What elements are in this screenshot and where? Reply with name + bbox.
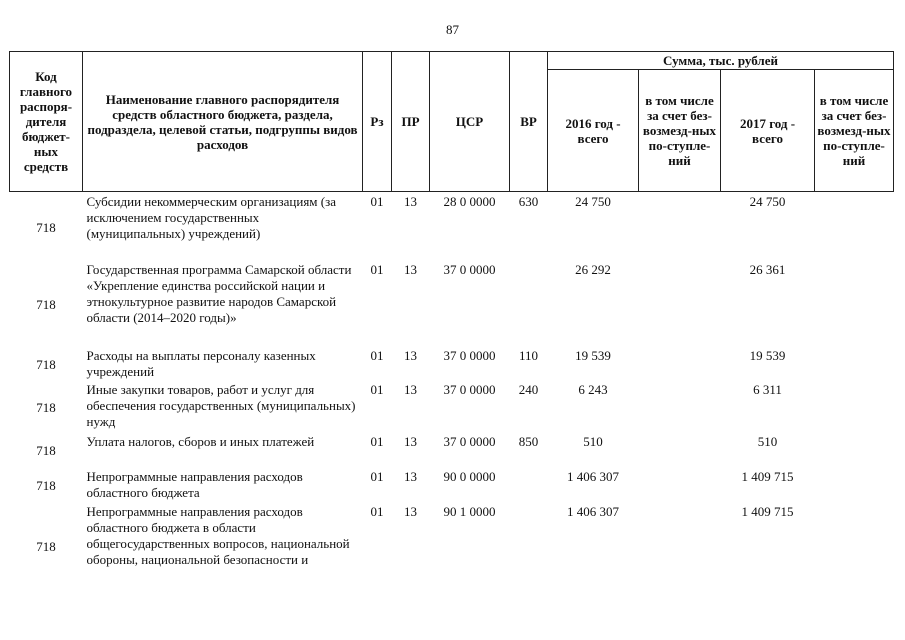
row-2017-total: 19 539: [749, 347, 786, 363]
header-vr: ВР: [510, 52, 548, 192]
row-pr: 13: [404, 381, 417, 397]
row-vr: 240: [518, 381, 539, 397]
row-2016-total: 24 750: [575, 194, 611, 209]
row-2017-free: [815, 434, 894, 469]
header-2017-total: 2017 год - всего: [721, 70, 815, 192]
table-row: [10, 192, 894, 262]
header-2017-free: в том числе за счет без-возмезд-ных по-ступле-ний: [815, 70, 894, 192]
header-code: Код главного распоря-дителя бюджет-ных средств: [10, 52, 83, 192]
table-row: [10, 434, 894, 469]
table-row: [10, 348, 894, 382]
row-2017-total: 510: [757, 433, 778, 449]
row-2016-total: 1 406 307: [567, 503, 619, 519]
row-code: 718: [36, 399, 56, 415]
row-2017-free: [815, 382, 894, 434]
row-rz: 01: [370, 433, 384, 449]
table-row: [10, 382, 894, 434]
row-code: 718: [36, 356, 56, 372]
table-row: [10, 469, 894, 504]
row-vr: [510, 469, 548, 504]
row-csr: 37 0 0000: [443, 347, 496, 363]
row-2017-free: [815, 348, 894, 382]
row-name: Уплата налогов, сборов и иных платежей: [86, 433, 315, 449]
page-number: 87: [446, 22, 459, 37]
row-rz: 01: [370, 503, 384, 519]
row-2016-total: 19 539: [575, 347, 611, 363]
row-2017-free: [815, 469, 894, 504]
row-csr: 37 0 0000: [443, 381, 496, 397]
row-code: 718: [36, 443, 56, 458]
row-2016-free: [639, 504, 721, 590]
header-2016-free: в том числе за счет без-возмезд-ных по-ступле-ний: [639, 70, 721, 192]
row-2016-total: 26 292: [575, 261, 611, 277]
row-pr: 13: [404, 347, 417, 363]
row-vr: [510, 504, 548, 590]
header-name: Наименование главного распорядителя средств областного бюджета, раздела, подраздела, целевой статьи, подгруппы видов расходов: [83, 52, 363, 192]
row-2016-total: 6 243: [578, 381, 608, 397]
row-2016-total: 1 406 307: [567, 468, 619, 484]
row-2017-total: 1 409 715: [741, 468, 794, 484]
row-pr: 13: [404, 468, 417, 484]
row-code: 718: [36, 296, 56, 312]
row-rz: 01: [370, 347, 384, 363]
row-vr: 850: [518, 433, 539, 449]
row-name: Непрограммные направления расходов областного бюджета в области общегосударственных вопросов, национальной обороны, национальной безопасности и: [86, 503, 350, 567]
row-code: 718: [36, 478, 56, 493]
budget-table: [9, 51, 894, 590]
row-vr: 110: [518, 347, 539, 363]
row-2016-free: [639, 382, 721, 434]
row-2016-free: [639, 192, 721, 262]
row-rz: 01: [370, 194, 384, 209]
row-2016-free: [639, 348, 721, 382]
row-vr: 630: [518, 194, 539, 209]
row-2017-total: 24 750: [749, 194, 786, 209]
row-name: Непрограммные направления расходов областного бюджета: [86, 468, 303, 500]
row-2016-free: [639, 262, 721, 348]
row-code: 718: [36, 219, 56, 235]
header-sum-group: Сумма, тыс. рублей: [548, 52, 894, 70]
row-pr: 13: [404, 261, 417, 277]
row-2017-total: 26 361: [749, 261, 786, 277]
row-2016-free: [639, 469, 721, 504]
row-rz: 01: [370, 381, 384, 397]
row-2017-free: [815, 262, 894, 348]
row-csr: 90 0 0000: [443, 468, 496, 484]
row-name: Иные закупки товаров, работ и услуг для обеспечения государственных (муниципальных) нужд: [86, 381, 356, 429]
row-name: Субсидии некоммерческим организациям (за исключением государственных (муниципальных) учреждений): [86, 194, 337, 241]
row-2017-free: [815, 192, 894, 262]
row-2017-free: [815, 504, 894, 590]
row-csr: 37 0 0000: [443, 433, 496, 449]
header-csr: ЦСР: [430, 52, 510, 192]
header-pr: ПР: [392, 52, 430, 192]
table-row: [10, 504, 894, 590]
row-name: Государственная программа Самарской области «Укрепление единства российской нации и этнокультурное развитие народов Самарской области (2014–2020 годы)»: [86, 261, 352, 325]
row-2017-total: 1 409 715: [741, 503, 794, 519]
row-csr: 37 0 0000: [443, 261, 496, 277]
row-2016-total: 510: [583, 433, 603, 449]
row-pr: 13: [404, 433, 417, 449]
table-row: [10, 262, 894, 348]
row-csr: 28 0 0000: [443, 194, 496, 209]
row-vr: [510, 262, 548, 348]
header-rz: Рз: [363, 52, 392, 192]
row-csr: 90 1 0000: [443, 503, 496, 519]
row-rz: 01: [370, 468, 384, 484]
row-rz: 01: [370, 261, 384, 277]
row-pr: 13: [404, 194, 417, 209]
row-code: 718: [36, 538, 56, 554]
row-2016-free: [639, 434, 721, 469]
row-pr: 13: [404, 503, 417, 519]
row-name: Расходы на выплаты персоналу казенных учреждений: [86, 347, 316, 379]
header-2016-total: 2016 год - всего: [548, 70, 639, 192]
row-2017-total: 6 311: [753, 381, 782, 397]
